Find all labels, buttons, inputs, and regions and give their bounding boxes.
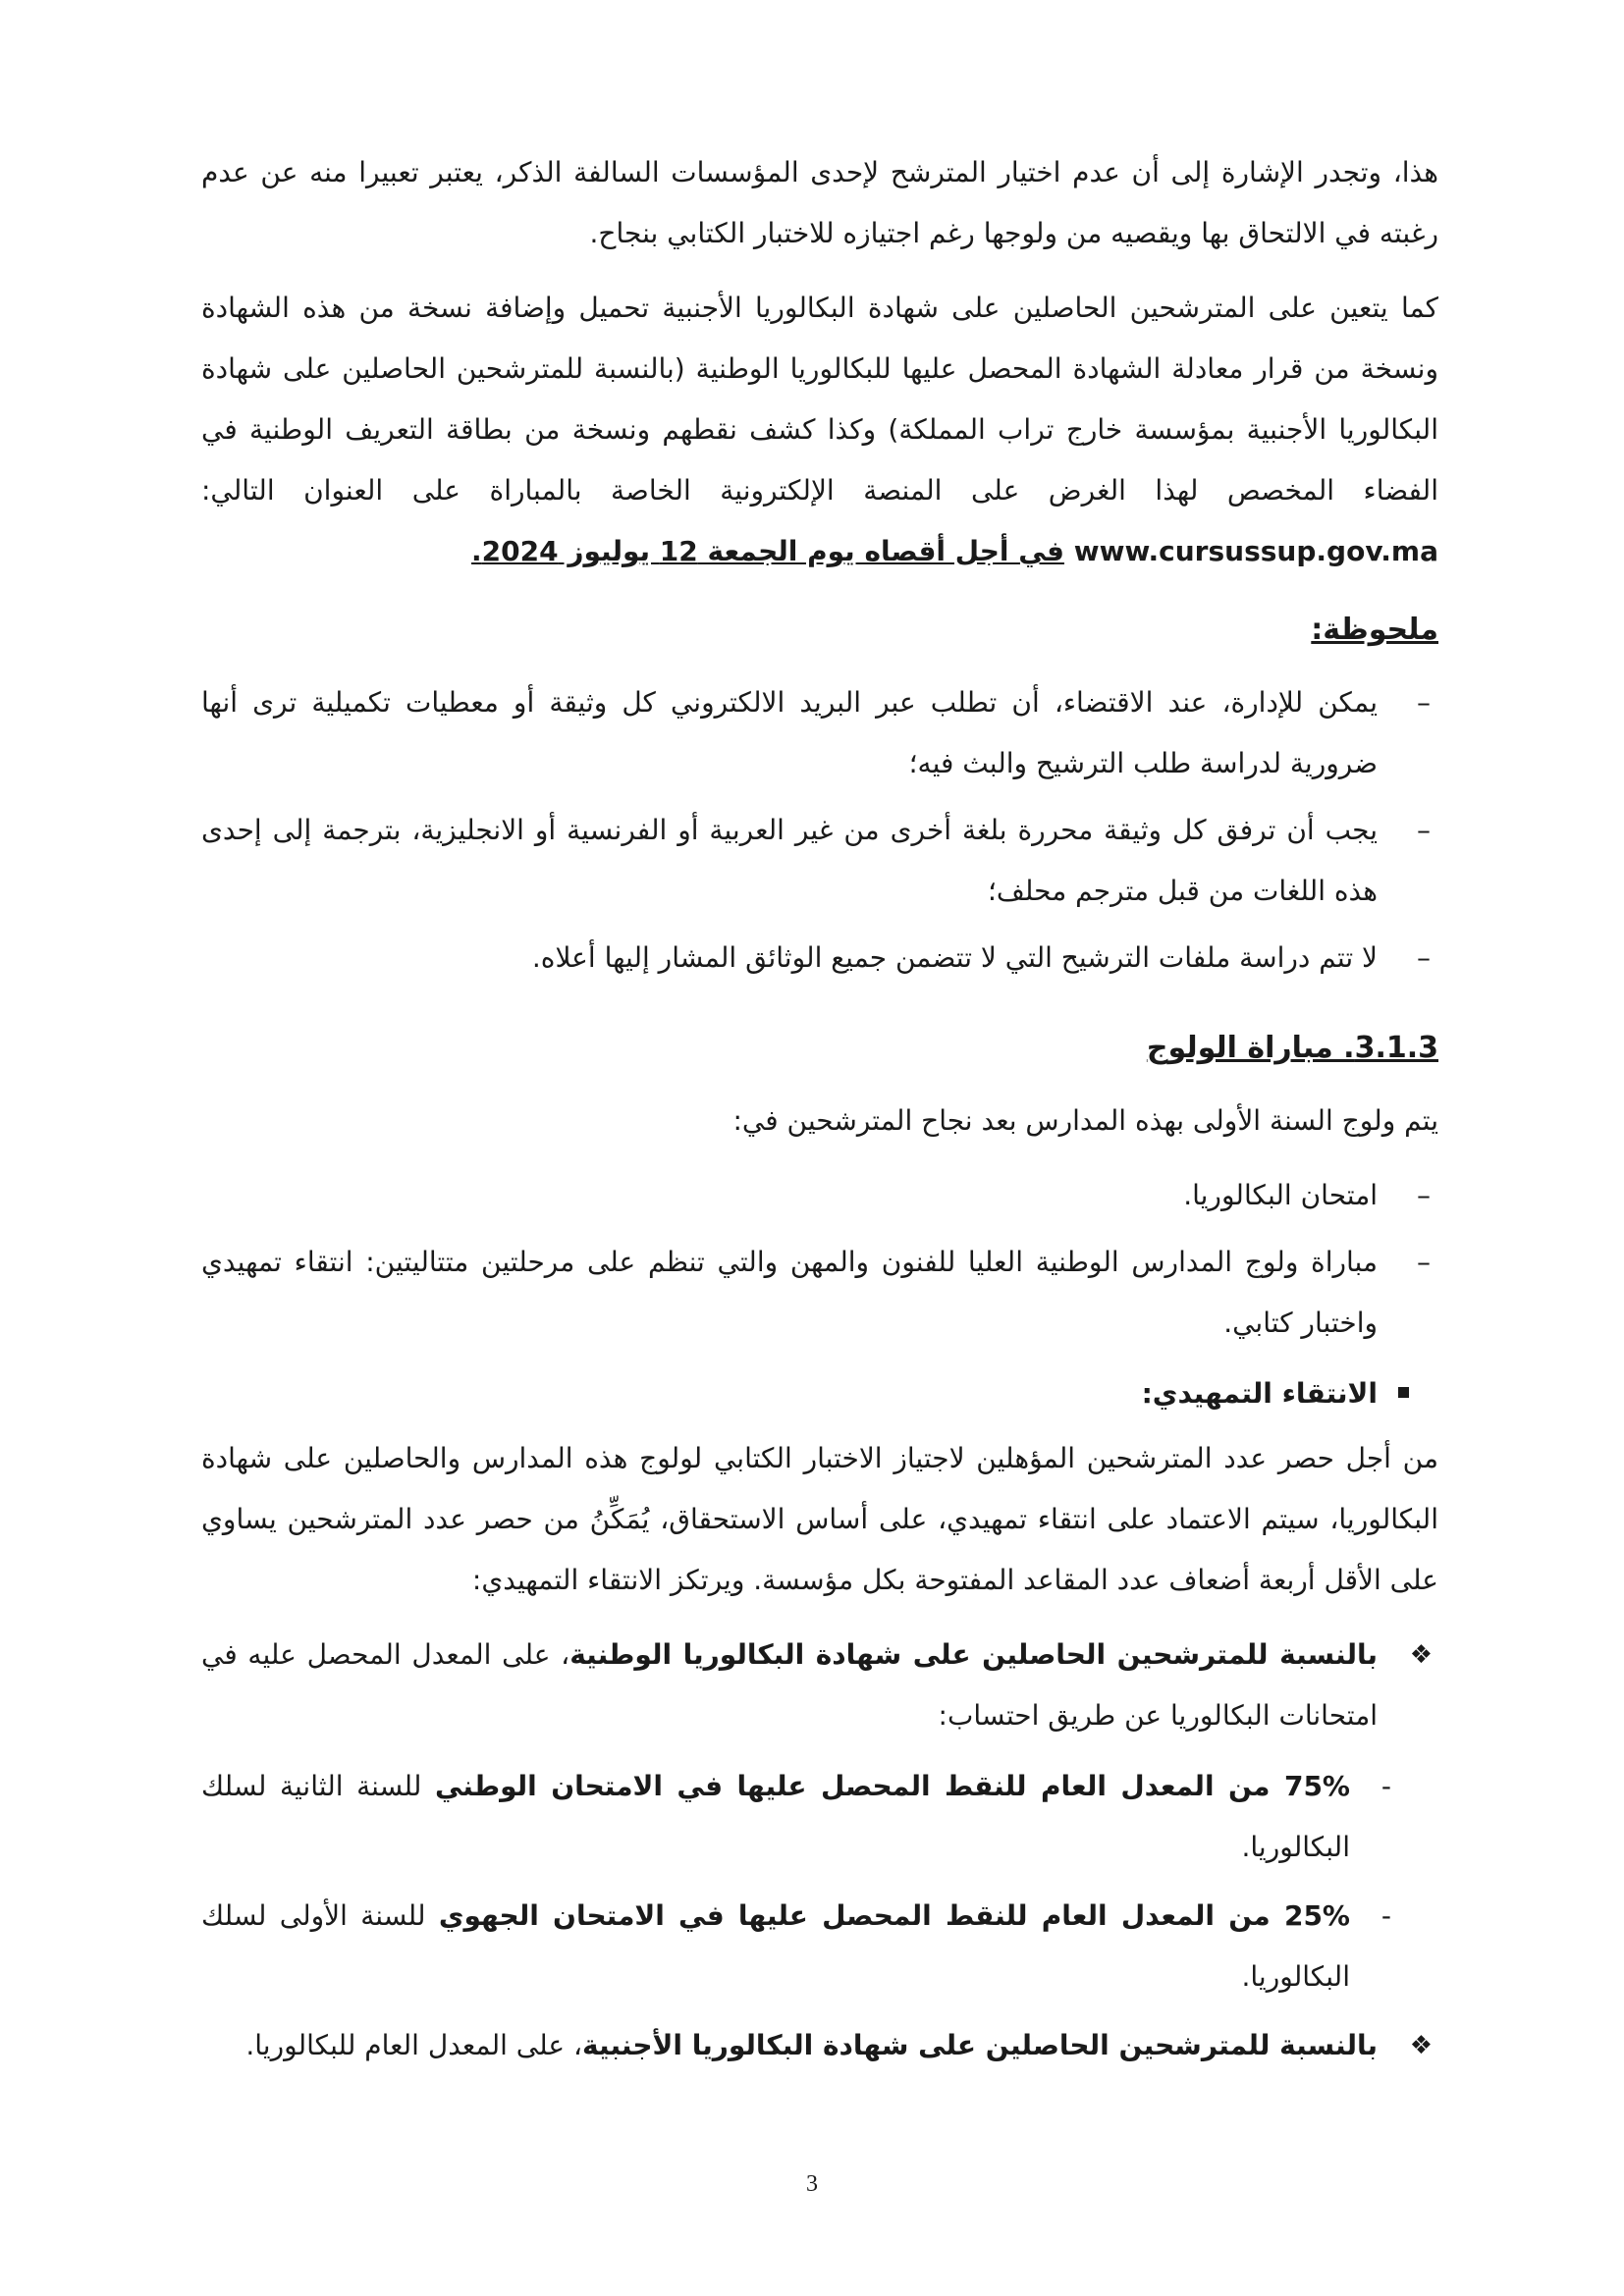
note-item-text: يجب أن ترفق كل وثيقة محررة بلغة أخرى من غير العربية أو الفرنسية أو الانجليزية، بترجمة إلى إحدى هذه اللغات من قبل مترجم محلف؛	[201, 814, 1378, 907]
foreign-bac-rest: ، على المعدل العام للبكالوريا.	[245, 2029, 583, 2061]
dash-bullet: –	[1417, 941, 1431, 974]
note-item-3	[201, 928, 1438, 988]
intro-paragraph-2	[201, 278, 1438, 582]
deadline-line	[471, 535, 1438, 567]
note-item-text: يمكن للإدارة، عند الاقتضاء، أن تطلب عبر البريد الالكتروني كل وثيقة أو معطيات تكميلية ترى أنها ضرورية لدراسة طلب الترشيح والبث فيه؛	[201, 686, 1378, 779]
access-item-1	[201, 1165, 1438, 1226]
note-item-1	[201, 672, 1438, 794]
note-heading: ملحوظة:	[1311, 613, 1438, 647]
national-bac-rest: ، على المعدل المحصل عليه في امتحانات البكالوريا عن طريق احتساب:	[201, 1638, 1378, 1732]
preselection-heading: الانتقاء التمهيدي:	[1141, 1377, 1378, 1410]
dash-bullet: -	[1380, 1770, 1391, 1802]
access-item-2	[201, 1232, 1438, 1354]
preselection-heading-row	[201, 1363, 1438, 1424]
dash-bullet: -	[1380, 1899, 1391, 1932]
access-item-text: مباراة ولوج المدارس الوطنية العليا للفنون والمهن والتي تنظم على مرحلتين متتاليتين: انتقاء تمهيدي واختبار كتابي.	[201, 1246, 1378, 1339]
weight-25-rest: للسنة الأولى لسلك البكالوريا.	[201, 1899, 1350, 1993]
note-list	[201, 672, 1438, 988]
dash-bullet: –	[1417, 686, 1431, 719]
access-item-text: امتحان البكالوريا.	[1183, 1179, 1378, 1211]
note-item-text: لا تتم دراسة ملفات الترشيح التي لا تتضمن جميع الوثائق المشار إليها أعلاه.	[531, 941, 1378, 974]
square-bullet-icon	[1398, 1387, 1409, 1398]
diamond-bullet-icon: ❖	[1409, 2031, 1433, 2060]
intro-paragraph-2-text: كما يتعين على المترشحين الحاصلين على شهادة البكالوريا الأجنبية تحميل وإضافة نسخة من هذه الشهادة ونسخة من قرار معادلة الشهادة المحصل عليها للبكالوريا الوطنية (بالنسبة للمترشحين الحاصلين على شهادة البكالوريا الأجنبية بمؤسسة خارج تراب المملكة) وكذا كشف نقطهم ونسخة من بطاقة التعريف الوطنية في الفضاء المخصص لهذا الغرض على المنصة الإلكترونية الخاصة بالمباراة على العنوان التالي:	[201, 292, 1438, 507]
platform-url[interactable]: www.cursussup.gov.ma	[1073, 535, 1438, 567]
page-number: 3	[806, 2171, 818, 2197]
diamond-bullet-icon: ❖	[1409, 1640, 1433, 1670]
deadline-text: في أجل أقصاه يوم الجمعة 12 يوليوز 2024.	[471, 535, 1064, 567]
weight-25-bold: 25% من المعدل العام للنقط المحصل عليها في الامتحان الجهوي	[438, 1899, 1350, 1932]
intro-paragraph-1: هذا، وتجدر الإشارة إلى أن عدم اختيار المترشح لإحدى المؤسسات السالفة الذكر، يعتبر تعبيرا منه عن عدم رغبته في الالتحاق بها ويقصيه من ولوجها رغم اجتيازه للاختبار الكتابي بنجاح.	[201, 156, 1438, 249]
national-bac-item	[201, 1625, 1438, 1746]
section-intro: يتم ولوج السنة الأولى بهذه المدارس بعد نجاح المترشحين في:	[732, 1104, 1438, 1137]
weight-75-bold: 75% من المعدل العام للنقط المحصل عليها في الامتحان الوطني	[434, 1770, 1350, 1802]
weight-item-75	[201, 1756, 1438, 1878]
foreign-bac-bold: بالنسبة للمترشحين الحاصلين على شهادة البكالوريا الأجنبية	[582, 2029, 1378, 2061]
weight-item-25	[201, 1886, 1438, 2007]
section-heading: 3.1.3. مباراة الولوج	[1146, 1031, 1438, 1065]
dash-bullet: –	[1417, 814, 1431, 846]
page-content	[201, 142, 1438, 2086]
note-item-2	[201, 800, 1438, 922]
dash-bullet: –	[1417, 1179, 1431, 1211]
access-list	[201, 1165, 1438, 1354]
foreign-bac-item	[201, 2015, 1438, 2076]
national-bac-bold: بالنسبة للمترشحين الحاصلين على شهادة البكالوريا الوطنية	[569, 1638, 1378, 1671]
weight-75-rest: للسنة الثانية لسلك البكالوريا.	[201, 1770, 1350, 1863]
preselection-body: من أجل حصر عدد المترشحين المؤهلين لاجتياز الاختبار الكتابي لولوج هذه المدارس والحاصلين على شهادة البكالوريا، سيتم الاعتماد على انتقاء تمهيدي، على أساس الاستحقاق، يُمَكِّنُ من حصر عدد المترشحين يساوي على الأقل أربعة أضعاف عدد المقاعد المفتوحة بكل مؤسسة. ويرتكز الانتقاء التمهيدي:	[201, 1442, 1438, 1596]
dash-bullet: –	[1417, 1246, 1431, 1278]
